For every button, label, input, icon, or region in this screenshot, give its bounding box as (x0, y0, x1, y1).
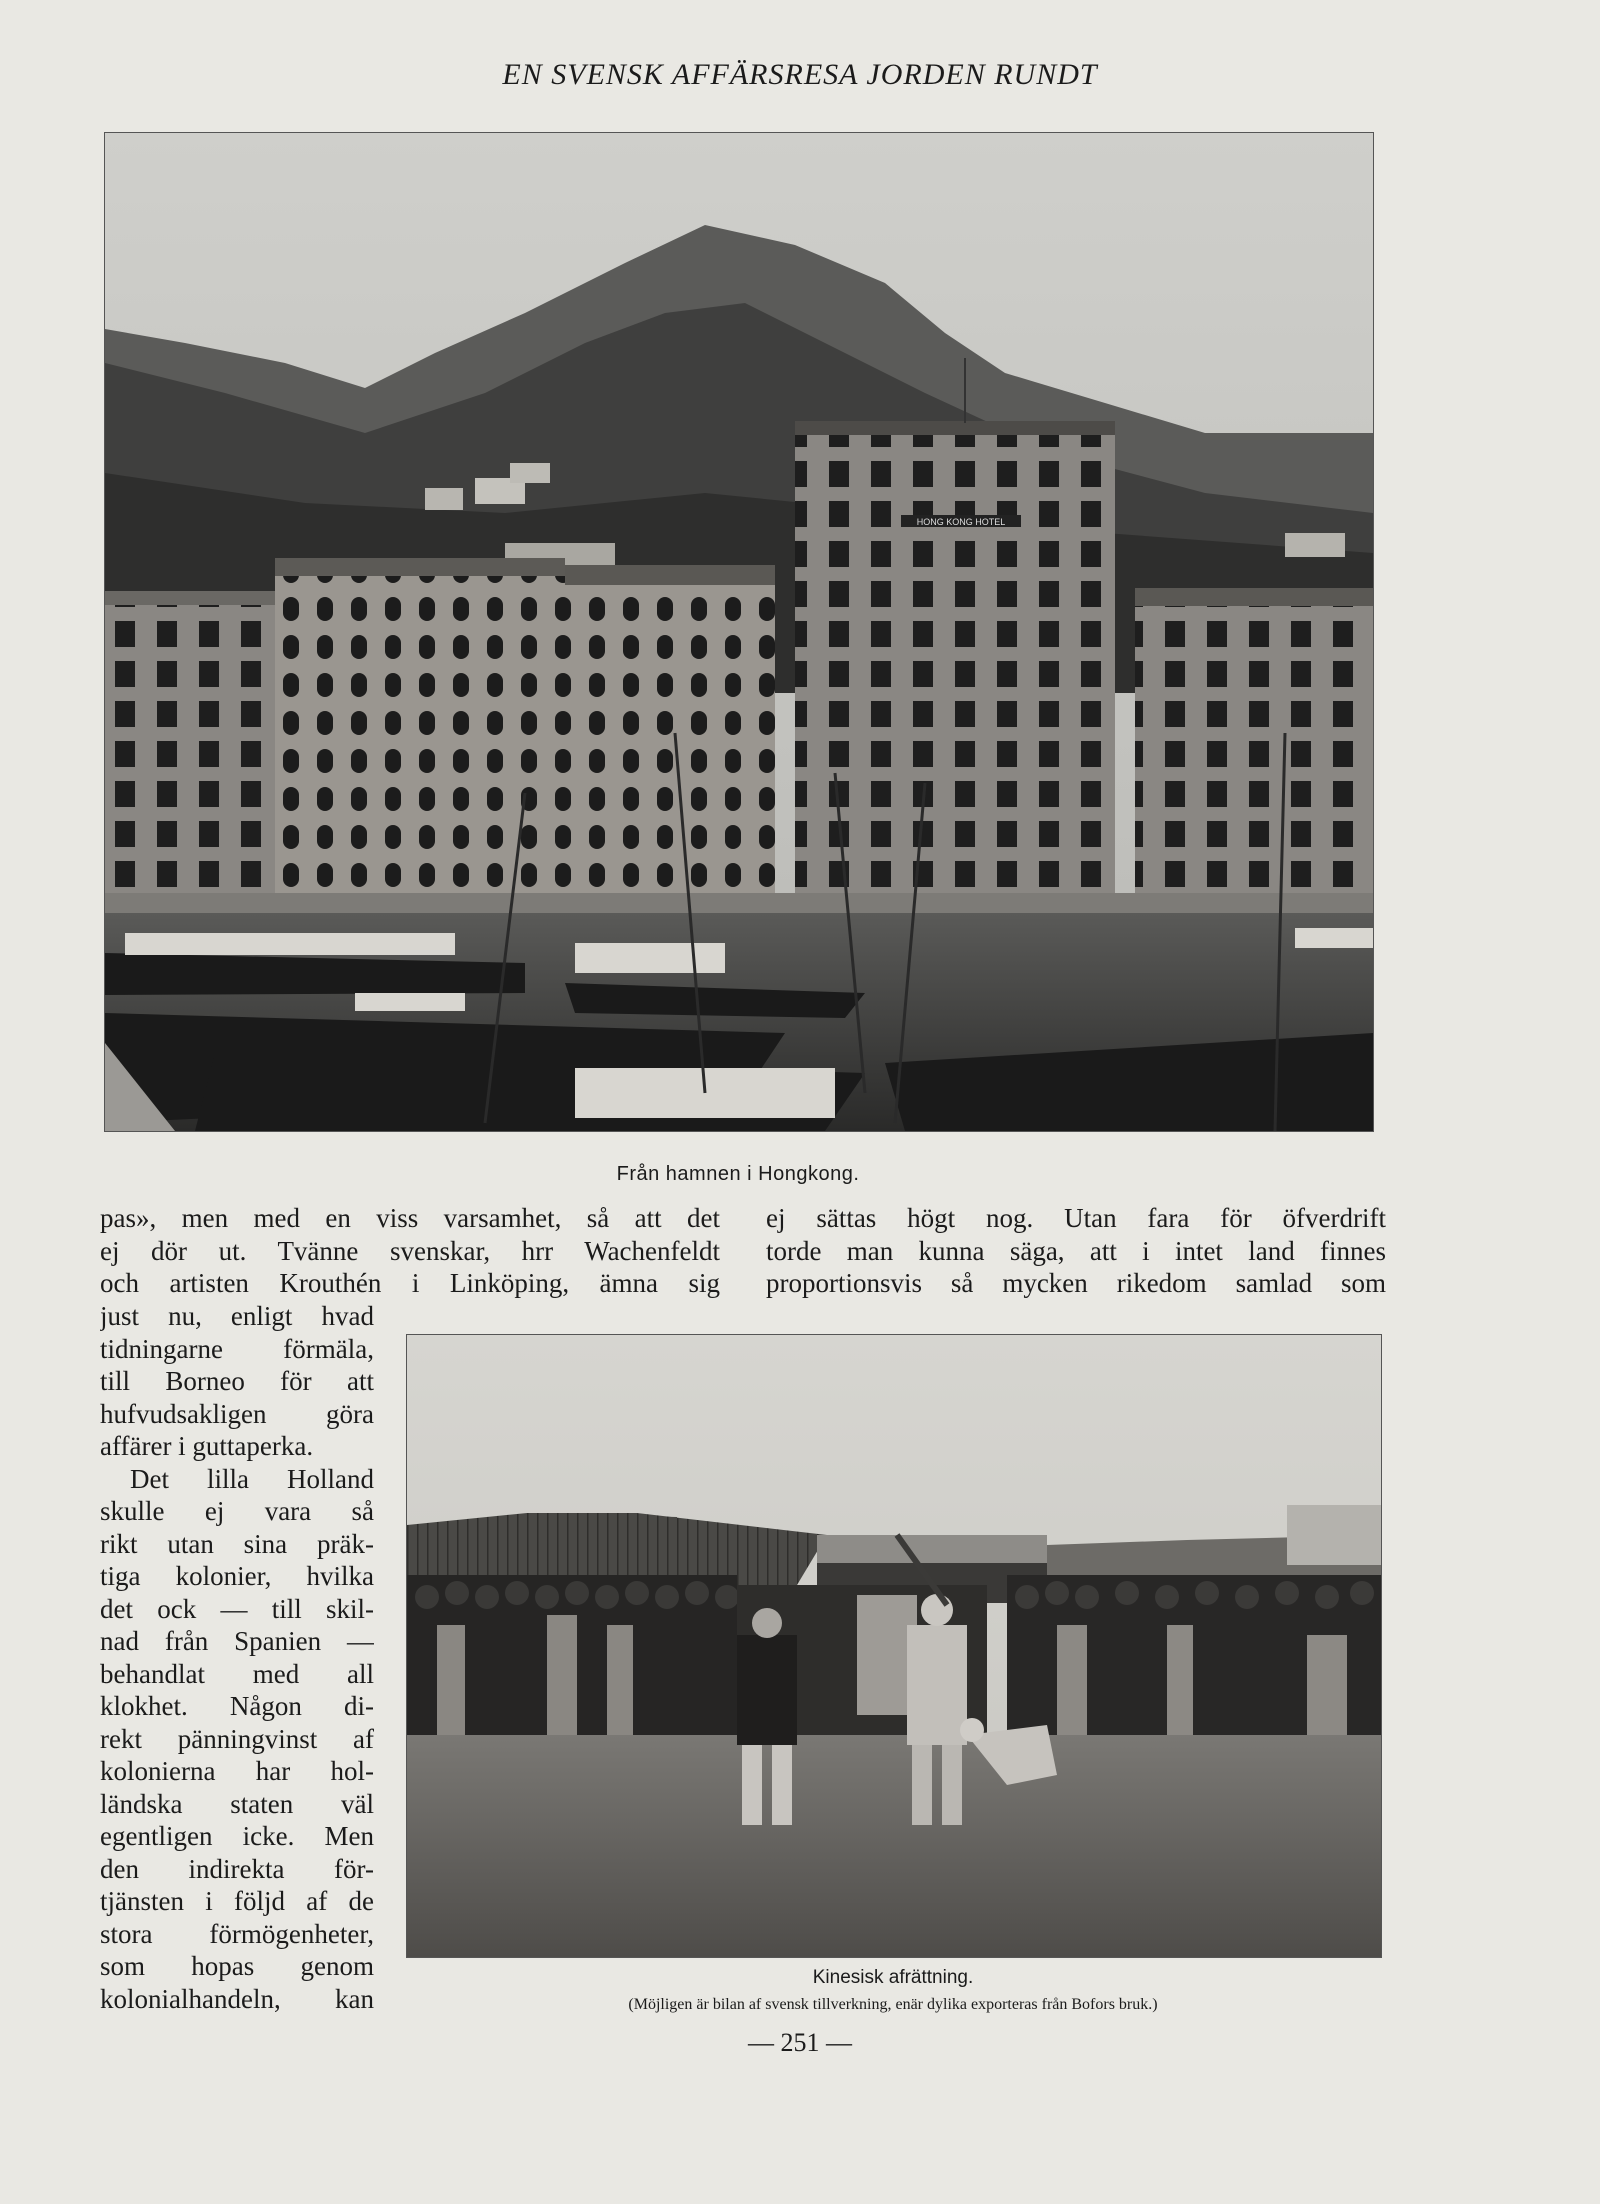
text-line: Det lilla Holland (130, 1463, 374, 1494)
execution-photo (406, 1334, 1382, 1958)
left-column-top (100, 1202, 720, 1300)
execution-photo-note: (Möjligen är bilan af svensk tillverkning, enär dylika exporteras från Bofors bruk.) (628, 1996, 1158, 2013)
running-head: EN SVENSK AFFÄRSRESA JORDEN RUNDT (502, 58, 1098, 91)
text-line: ej sättas högt nog. Utan fara för öfverdrift (766, 1203, 1386, 1233)
text-line: rikt utan sina präk- (100, 1528, 374, 1559)
text-line: tiga kolonier, hvilka (100, 1561, 374, 1591)
text-line: kolonialhandeln, kan (100, 1983, 374, 2014)
text-line: klokhet. Någon di- (100, 1691, 374, 1721)
text-line: torde man kunna säga, att i intet land finnes (766, 1235, 1386, 1266)
text-line: kolonierna har hol- (100, 1756, 374, 1786)
harbour-photo (104, 132, 1374, 1132)
text-line: den indirekta för- (100, 1853, 374, 1884)
text-line: till Borneo för att (100, 1366, 374, 1396)
text-line: ländska staten väl (100, 1788, 374, 1819)
right-column-top (766, 1202, 1386, 1300)
text-line: stora förmögenheter, (100, 1918, 374, 1949)
text-line: rekt pänningvinst af (100, 1723, 374, 1754)
harbour-photo-caption: Från hamnen i Hongkong. (616, 1163, 860, 1185)
text-line: pas», men med en viss varsamhet, så att det (100, 1203, 720, 1233)
text-line: proportionsvis så mycken rikedom samlad som (766, 1268, 1386, 1298)
text-line: affärer i guttaperka. (100, 1431, 314, 1461)
text-line: egentligen icke. Men (100, 1821, 374, 1851)
text-line: tidningarne förmäla, (100, 1333, 374, 1364)
text-line: skulle ej vara så (100, 1496, 374, 1526)
text-line: hufvudsakligen göra (100, 1398, 374, 1429)
text-line: det ock — till skil- (100, 1593, 374, 1624)
text-line: behandlat med all (100, 1658, 374, 1689)
page-number: — 251 — (748, 2028, 852, 2057)
text-line: som hopas genom (100, 1951, 374, 1981)
text-line: och artisten Krouthén i Linköping, ämna sig (100, 1268, 720, 1298)
left-column-narrow (100, 1300, 374, 2015)
text-line: ej dör ut. Tvänne svenskar, hrr Wachenfeldt (100, 1235, 720, 1266)
text-line: just nu, enligt hvad (100, 1301, 374, 1331)
text-line: nad från Spanien — (100, 1626, 374, 1656)
execution-photo-caption: Kinesisk afrättning. (812, 1967, 974, 1988)
hotel-sign: HONG KONG HOTEL (916, 517, 1006, 527)
text-line: tjänsten i följd af de (100, 1886, 374, 1916)
